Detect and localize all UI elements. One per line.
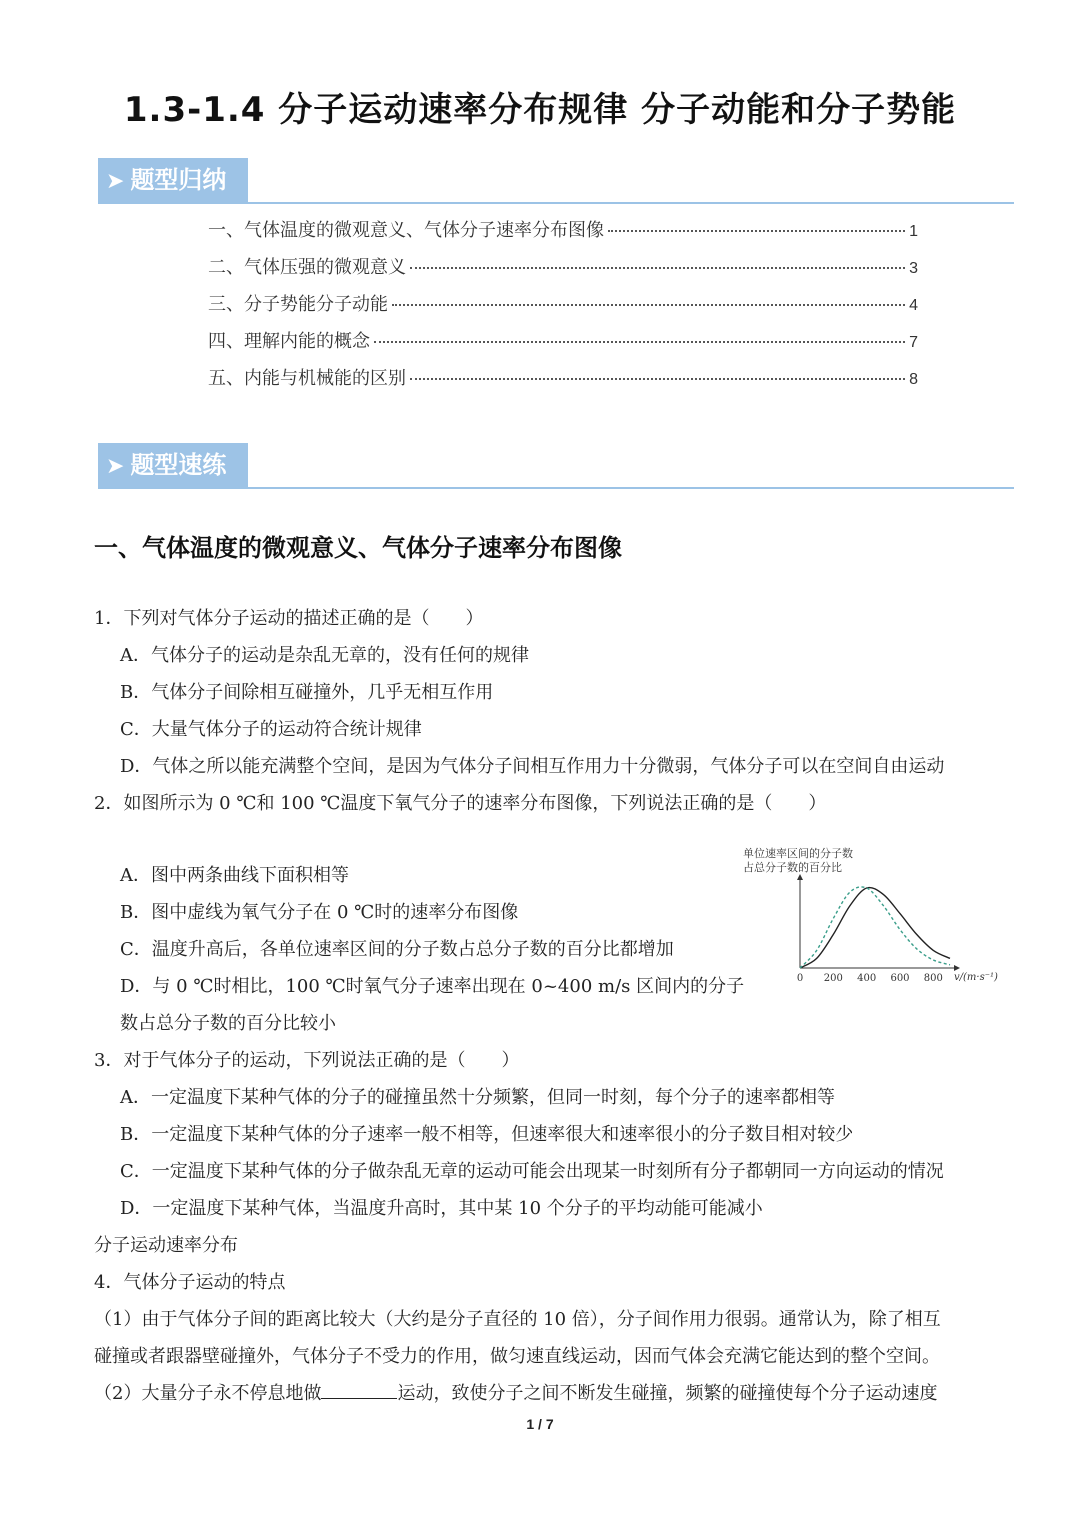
banner-practice <box>98 443 1014 489</box>
subsection-label: 分子运动速率分布 <box>94 1235 238 1256</box>
banner-summary <box>98 158 1014 204</box>
fill-in-blank[interactable] <box>321 1397 397 1399</box>
y-axis-label: 单位速率区间的分子数 <box>743 847 853 860</box>
x-tick-label: 800 <box>923 973 943 984</box>
x-axis-label: v/(m·s⁻¹) <box>954 972 998 983</box>
question-stem: 3．对于气体分子的运动，下列说法正确的是（ ） <box>94 1050 520 1071</box>
x-tick-label: 600 <box>890 973 910 984</box>
page-number: 1 / 7 <box>526 1416 554 1432</box>
paragraph: （1）由于气体分子间的距离比较大（大约是分子直径的 10 倍），分子间作用力很弱。通常认为，除了相互 <box>94 1309 941 1330</box>
option-a: A．气体分子的运动是杂乱无章的，没有任何的规律 <box>120 645 529 666</box>
question-stem: 2．如图所示为 0 ℃和 100 ℃温度下氧气分子的速率分布图像，下列说法正确的是（ ） <box>94 793 827 814</box>
paragraph: （2）大量分子永不停息地做 运动，致使分子之间不断发生碰撞，频繁的碰撞使每个分子运动速度 <box>94 1383 938 1404</box>
table-of-contents <box>208 216 918 401</box>
option-d: D．一定温度下某种气体，当温度升高时，其中某 10 个分子的平均动能可能减小 <box>120 1198 763 1219</box>
toc-item[interactable]: 五、内能与机械能的区别 8 <box>208 368 918 389</box>
section-heading: 一、气体温度的微观意义、气体分子速率分布图像 <box>94 534 622 562</box>
x-tick-label: 400 <box>857 973 877 984</box>
option-b: B．一定温度下某种气体的分子速率一般不相等，但速率很大和速率很小的分子数目相对较少 <box>120 1124 854 1145</box>
paragraph: 碰撞或者跟器壁碰撞外，气体分子不受力的作用，做匀速直线运动，因而气体会充满它能达到的整个空间。 <box>94 1346 940 1367</box>
banner-label: 题型归纳 <box>130 166 227 194</box>
curve-solid <box>800 888 950 968</box>
option-b: B．图中虚线为氧气分子在 0 ℃时的速率分布图像 <box>120 902 519 923</box>
question-stem: 1．下列对气体分子运动的描述正确的是（ ） <box>94 608 484 629</box>
toc-item[interactable]: 四、理解内能的概念 7 <box>208 331 918 352</box>
option-b: B．气体分子间除相互碰撞外，几乎无相互作用 <box>120 682 494 703</box>
arrow-icon: ➤ <box>106 169 125 194</box>
x-axis-arrow-icon <box>954 965 960 971</box>
banner-label: 题型速练 <box>130 451 227 479</box>
option-c: C．一定温度下某种气体的分子做杂乱无章的运动可能会出现某一时刻所有分子都朝同一方向运动的情况 <box>120 1161 944 1182</box>
option-d: D．与 0 ℃时相比，100 ℃时氧气分子速率出现在 0~400 m/s 区间内的分子 <box>120 976 745 997</box>
speed-distribution-chart <box>738 842 1000 992</box>
y-axis-arrow-icon <box>797 874 803 880</box>
option-a: A．一定温度下某种气体的分子的碰撞虽然十分频繁，但同一时刻，每个分子的速率都相等 <box>120 1087 835 1108</box>
question-stem: 4．气体分子运动的特点 <box>94 1272 286 1293</box>
page-title: 1.3-1.4 分子运动速率分布规律 分子动能和分子势能 <box>123 90 957 130</box>
x-tick-label: 0 <box>796 973 804 984</box>
toc-item[interactable]: 一、气体温度的微观意义、气体分子速率分布图像 1 <box>208 220 918 241</box>
curve-dashed <box>800 887 950 968</box>
option-d-continued: 数占总分子数的百分比较小 <box>120 1013 336 1034</box>
option-d: D．气体之所以能充满整个空间，是因为气体分子间相互作用力十分微弱，气体分子可以在空间自由运动 <box>120 756 945 777</box>
x-tick-label: 200 <box>823 973 843 984</box>
toc-item[interactable]: 三、分子势能分子动能 4 <box>208 294 918 315</box>
option-c: C．大量气体分子的运动符合统计规律 <box>120 719 422 740</box>
option-c: C．温度升高后，各单位速率区间的分子数占总分子数的百分比都增加 <box>120 939 674 960</box>
option-a: A．图中两条曲线下面积相等 <box>120 865 349 886</box>
y-axis-label: 占总分子数的百分比 <box>743 861 842 874</box>
arrow-icon: ➤ <box>106 454 125 479</box>
toc-item[interactable]: 二、气体压强的微观意义 3 <box>208 257 918 278</box>
